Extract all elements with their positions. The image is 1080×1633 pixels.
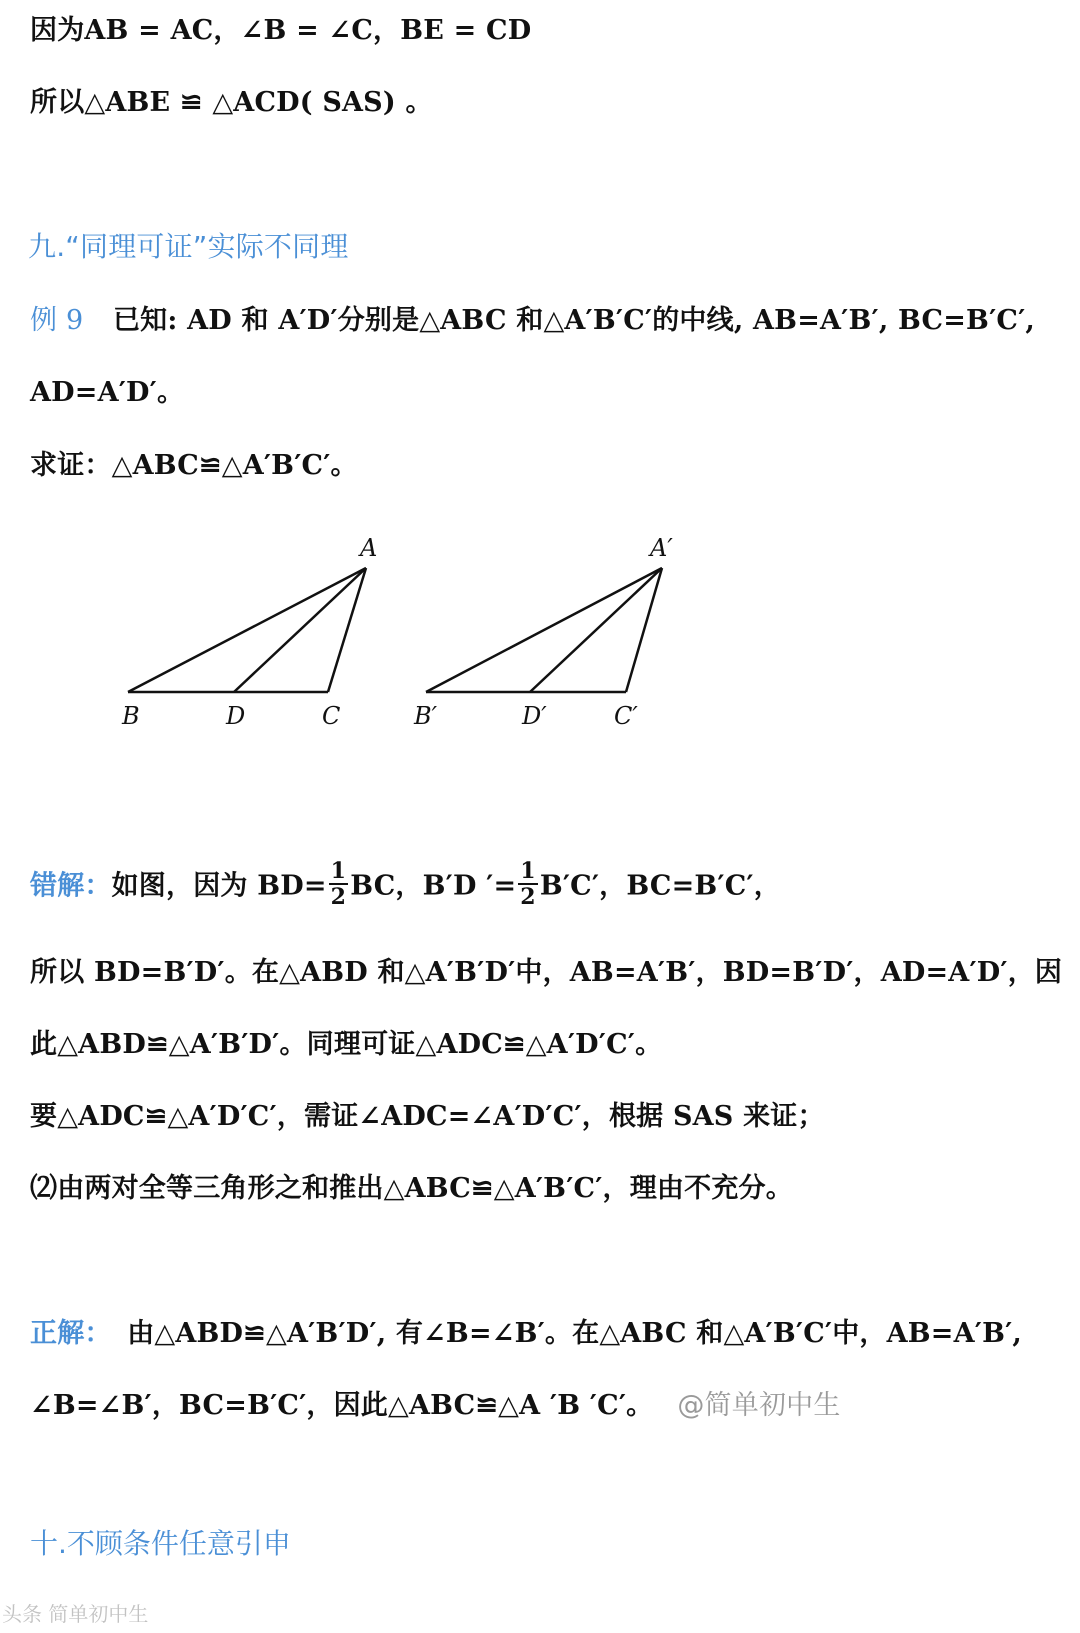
side-ab — [128, 568, 366, 692]
correct-line-2-text: ∠B=∠B′，BC=B′C′，因此△ABC≌△A ′B ′C′。 — [30, 1390, 654, 1421]
example-text: 已知: AD 和 A′D′分别是△ABC 和△A′B′C′的中线, AB=A′B′, BC=B′C′, — [112, 305, 1036, 336]
label-a-prime: A′ — [650, 534, 673, 562]
watermark-text: @简单初中生 — [677, 1390, 841, 1421]
correct-solution-line-2 — [30, 1383, 841, 1422]
fraction-numerator: 1 — [520, 858, 536, 884]
wrong-solution-line-5: ⑵由两对全等三角形之和推出△ABC≌△A′B′C′，理由不充分。 — [30, 1173, 793, 1204]
section-9-title: 九.“同理可证”实际不同理 — [28, 230, 349, 263]
fraction-denominator: 2 — [330, 884, 347, 910]
fraction-numerator: 1 — [330, 858, 347, 884]
correct-solution-label: 正解： — [30, 1318, 112, 1349]
label-c-prime: C′ — [614, 702, 638, 730]
label-b-prime: B′ — [414, 702, 438, 730]
example-label: 例 9 — [30, 305, 84, 336]
section-10-title: 十.不顾条件任意引申 — [30, 1527, 291, 1560]
statement-line-2: 所以△ABE ≌ △ACD( SAS) 。 — [30, 87, 433, 118]
fraction-denominator: 2 — [520, 884, 536, 910]
wrong-solution-line-2: 所以 BD=B′D′。在△ABD 和△A′B′D′中，AB=A′B′，BD=B′D′，AD=A′D′，因 — [30, 957, 1063, 988]
fraction-one-half-2 — [518, 859, 538, 909]
label-d: D — [226, 702, 246, 730]
wrong-intro: 如图，因为 BD= — [111, 870, 327, 902]
label-b: B — [122, 702, 140, 730]
watermark-logo: 头条 简单初中生 — [2, 1602, 149, 1626]
label-d-prime: D′ — [522, 702, 547, 730]
statement-line-1: 因为AB = AC，∠B = ∠C，BE = CD — [30, 15, 532, 46]
correct-line-1-text: 由△ABD≌△A′B′D′, 有∠B=∠B′。在△ABC 和△A′B′C′中，AB=A′B′, — [127, 1318, 1023, 1349]
wrong-solution-line-1 — [30, 858, 781, 912]
example-9-line-2: AD=A′D′。 — [30, 377, 185, 408]
median-a-prime-d-prime — [530, 568, 662, 692]
example-9-line-1 — [30, 298, 1035, 337]
triangle-abc — [121, 534, 377, 730]
wrong-solution-line-4: 要△ADC≌△A′D′C′，需证∠ADC=∠A′D′C′，根据 SAS 来证； — [30, 1101, 825, 1132]
side-a-prime-b-prime — [426, 568, 662, 692]
wrong-mid-2: B′C′，BC=B′C′， — [539, 870, 781, 902]
label-c: C — [322, 702, 341, 730]
prove-statement: 求证：△ABC≌△A′B′C′。 — [30, 450, 358, 481]
triangle-a-prime-b-prime-c-prime — [413, 534, 673, 730]
wrong-solution-label: 错解： — [30, 870, 112, 902]
wrong-mid-1: BC，B′D ′= — [350, 870, 517, 902]
label-a: A — [360, 534, 378, 562]
fraction-one-half — [329, 859, 349, 909]
correct-solution-line-1 — [30, 1311, 1022, 1350]
triangle-diagram — [0, 520, 760, 740]
wrong-solution-line-3: 此△ABD≌△A′B′D′。同理可证△ADC≌△A′D′C′。 — [30, 1029, 663, 1060]
